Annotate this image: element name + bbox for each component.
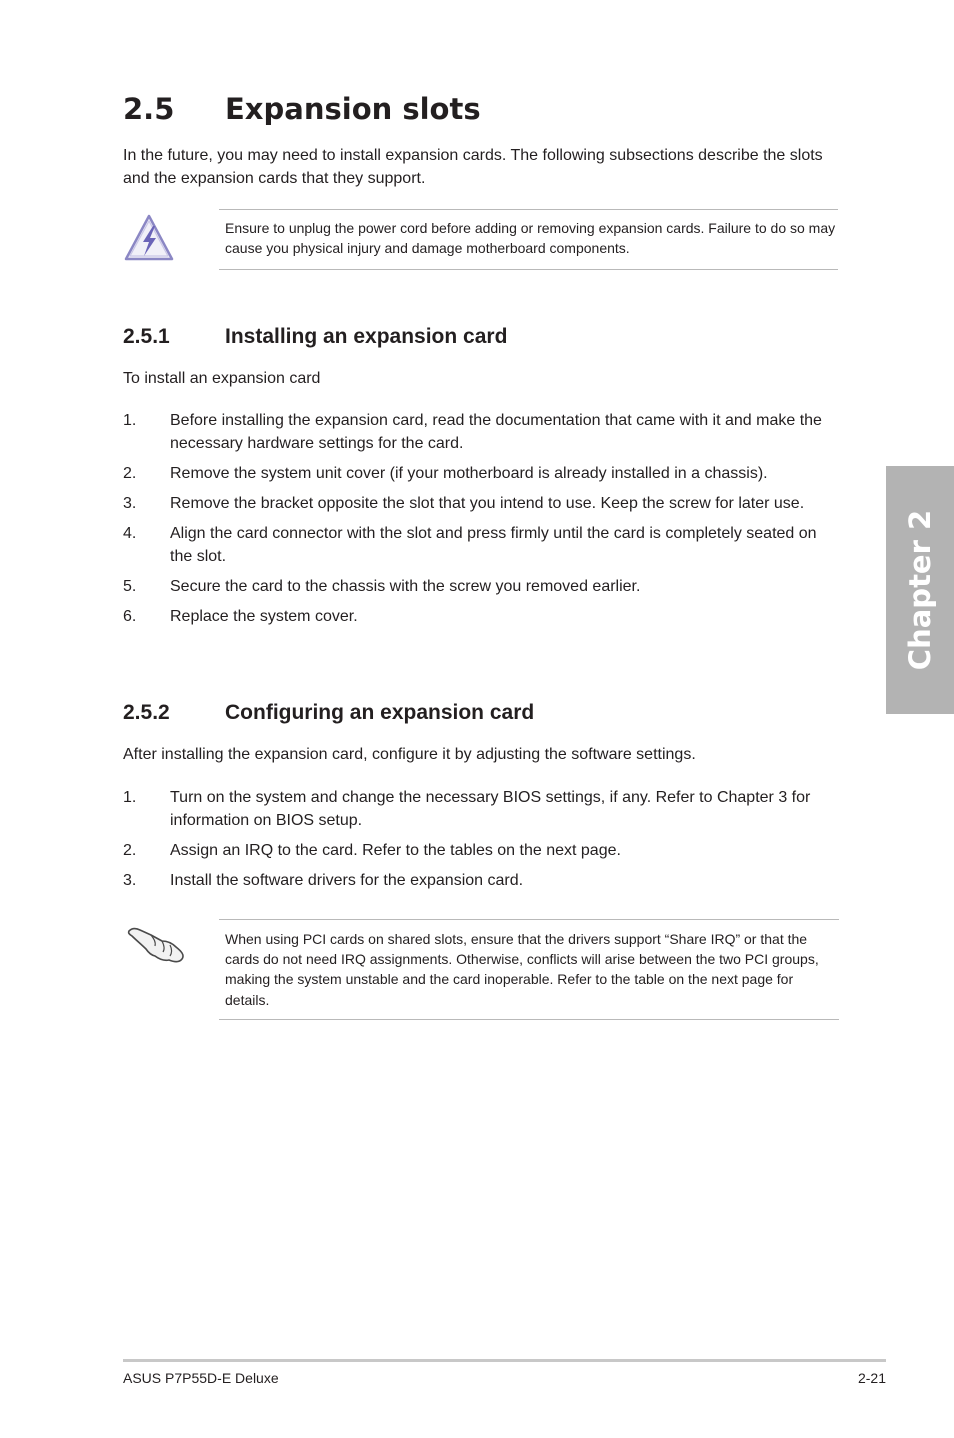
list-item — [123, 839, 843, 862]
subsection-number: 2.5.2 — [123, 701, 170, 724]
chapter-tab-label: Chapter 2 — [903, 509, 937, 671]
list-item — [123, 409, 843, 455]
footer-page-number: 2-21 — [857, 1370, 886, 1386]
list-item — [123, 605, 843, 628]
step-text: Turn on the system and change the necessary BIOS settings, if any. Refer to Chapter 3 for information on BIOS setup. — [170, 789, 811, 829]
step-text: Before installing the expansion card, read the documentation that came with it and make the necessary hardware settings for the card. — [170, 412, 822, 452]
step-number: 3. — [123, 495, 137, 512]
configure-lead: After installing the expansion card, configure it by adjusting the software settings. — [123, 746, 696, 763]
step-number: 1. — [123, 789, 137, 806]
page-title — [123, 92, 481, 126]
pointing-hand-icon — [126, 922, 188, 964]
step-text: Align the card connector with the slot and press firmly until the card is completely seated on the slot. — [170, 525, 817, 565]
step-text: Replace the system cover. — [170, 608, 358, 625]
warning-box — [219, 209, 838, 270]
footer-divider — [123, 1359, 886, 1362]
subsection-title-installing — [123, 325, 507, 349]
step-number: 1. — [123, 412, 137, 429]
install-steps — [123, 409, 843, 628]
section-title: Expansion slots — [225, 92, 481, 126]
step-text: Secure the card to the chassis with the screw you removed earlier. — [170, 578, 641, 595]
chapter-tab — [886, 466, 954, 714]
note-text: When using PCI cards on shared slots, ensure that the drivers support “Share IRQ” or that the cards do not need IRQ assignments. Otherwise, conflicts will arise between the two PCI groups, making the system unstable and the card inoperable. Refer to the table on the next page for details. — [225, 931, 819, 1008]
list-item — [123, 575, 843, 598]
list-item — [123, 522, 843, 568]
step-number: 4. — [123, 525, 137, 542]
step-number: 2. — [123, 465, 137, 482]
section-number: 2.5 — [123, 92, 175, 126]
install-lead: To install an expansion card — [123, 370, 321, 387]
step-text: Remove the bracket opposite the slot that you intend to use. Keep the screw for later use. — [170, 495, 805, 512]
list-item — [123, 462, 843, 485]
list-item — [123, 869, 843, 892]
subsection-title-configuring — [123, 701, 534, 725]
step-text: Remove the system unit cover (if your motherboard is already installed in a chassis). — [170, 465, 768, 482]
list-item — [123, 786, 843, 832]
list-item — [123, 492, 843, 515]
step-text: Install the software drivers for the expansion card. — [170, 872, 524, 889]
step-number: 5. — [123, 578, 137, 595]
footer-product-name: ASUS P7P55D-E Deluxe — [123, 1370, 279, 1386]
note-box — [219, 919, 839, 1020]
step-number: 6. — [123, 608, 137, 625]
step-number: 3. — [123, 872, 137, 889]
warning-lightning-icon — [123, 212, 175, 264]
step-text: Assign an IRQ to the card. Refer to the tables on the next page. — [170, 842, 621, 859]
subsection-number: 2.5.1 — [123, 325, 170, 348]
warning-text: Ensure to unplug the power cord before adding or removing expansion cards. Failure to do so may cause you physical injury and damage motherboard components. — [225, 220, 836, 257]
step-number: 2. — [123, 842, 137, 859]
intro-paragraph: In the future, you may need to install expansion cards. The following subsections describe the slots and the expansion cards that they support. — [123, 147, 823, 187]
configure-steps — [123, 786, 843, 892]
subsection-title-text: Installing an expansion card — [225, 325, 508, 348]
subsection-title-text: Configuring an expansion card — [225, 701, 535, 724]
